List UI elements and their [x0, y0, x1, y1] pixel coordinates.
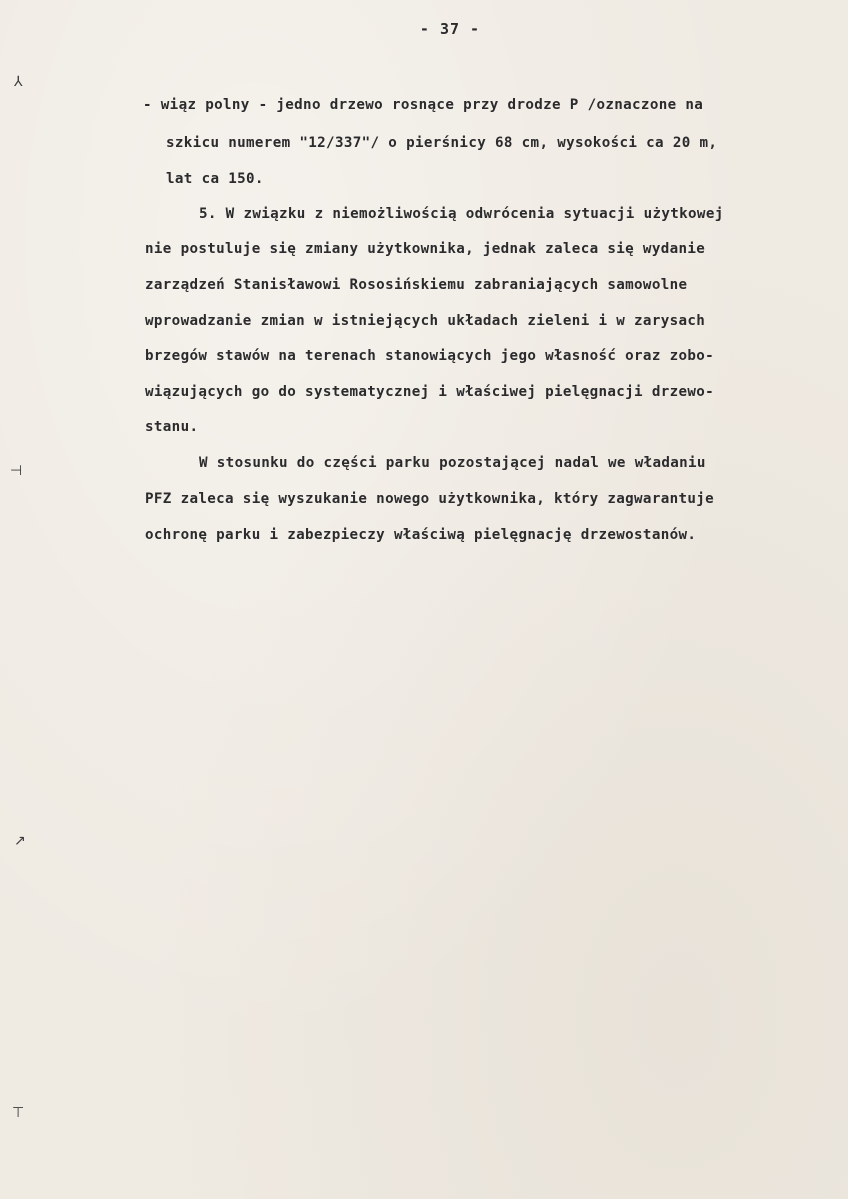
text-line: stanu.	[145, 419, 199, 435]
text-line: wiązujących go do systematycznej i właściwej pielęgnacji drzewo-	[145, 384, 715, 400]
text-line: - wiąz polny - jedno drzewo rosnące przy drodze P /oznaczone na	[143, 97, 704, 113]
page-number: - 37 -	[419, 20, 481, 38]
text-line: PFZ zaleca się wyszukanie nowego użytkownika, który zagwarantuje	[145, 491, 715, 507]
text-line: W stosunku do części parku pozostającej nadal we władaniu	[199, 455, 706, 471]
text-line: lat ca 150.	[166, 171, 264, 187]
text-line: wprowadzanie zmian w istniejących układach zieleni i w zarysach	[145, 313, 706, 329]
text-line: 5. W związku z niemożliwością odwrócenia sytuacji użytkowej	[199, 206, 724, 222]
text-line: brzegów stawów na terenach stanowiących jego własność oraz zobo-	[145, 348, 715, 364]
text-line: nie postuluje się zmiany użytkownika, jednak zaleca się wydanie	[145, 241, 706, 257]
margin-mark: ↗	[14, 833, 26, 849]
margin-mark: ⅄	[14, 74, 23, 90]
margin-mark: ⊣	[10, 463, 23, 479]
text-line: ochronę parku i zabezpieczy właściwą pielęgnację drzewostanów.	[145, 527, 697, 543]
text-line: zarządzeń Stanisławowi Rososińskiemu zabraniających samowolne	[145, 277, 688, 293]
text-line: szkicu numerem "12/337"/ o pierśnicy 68 cm, wysokości ca 20 m,	[166, 135, 718, 151]
margin-mark: ⊤	[12, 1105, 25, 1121]
